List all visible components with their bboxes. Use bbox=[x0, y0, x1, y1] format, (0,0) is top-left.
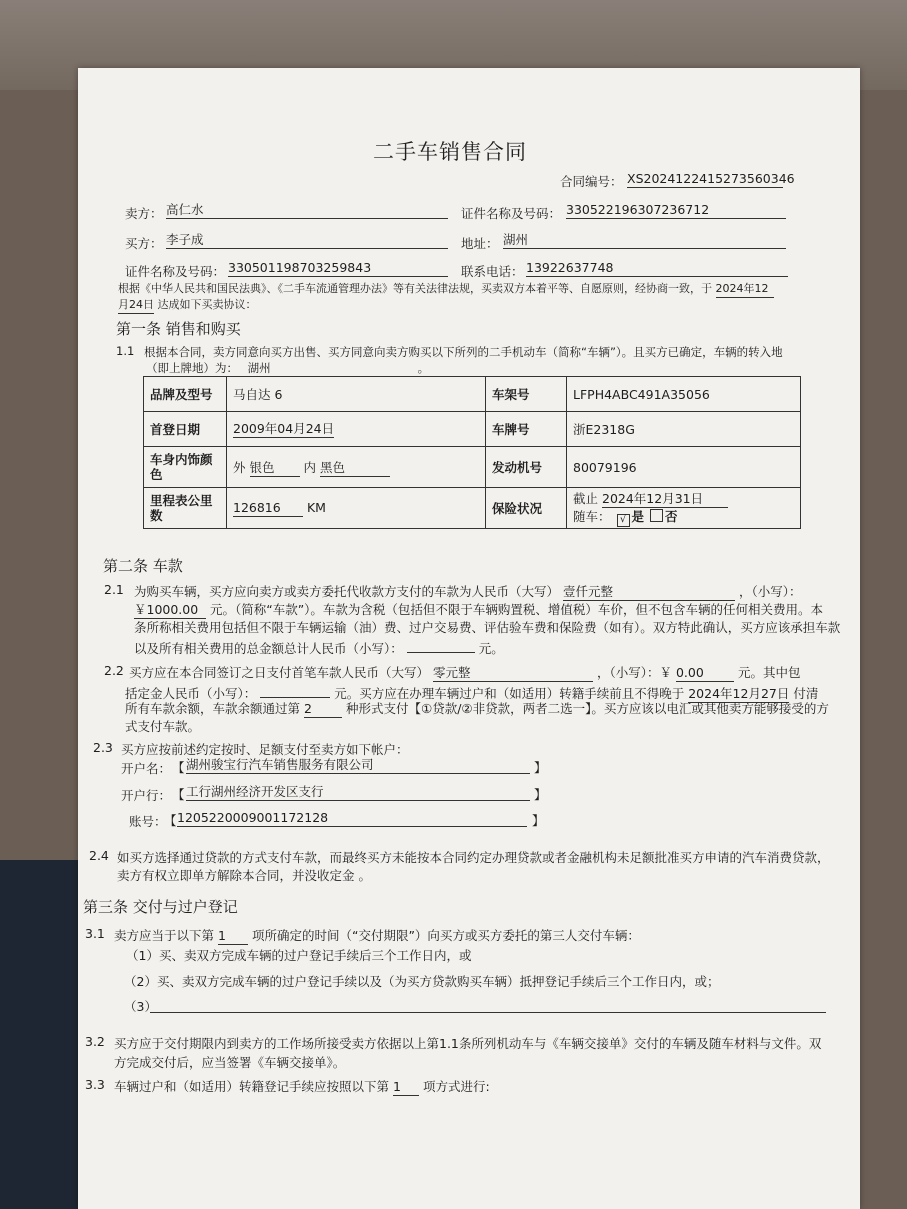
buyer-label: 买方： bbox=[125, 236, 163, 251]
engine-label: 发动机号 bbox=[486, 447, 567, 488]
odometer-label-line-1: 里程表公里 bbox=[150, 493, 213, 508]
clause-2-1-line-3: 条所称相关费用包括但不限于车辆运输（油）费、过户交易费、评估验车费和保险费（如有）。双方特此确认，买方应该承担车款 bbox=[134, 620, 841, 635]
clause-2-1-text: 为购买车辆，买方应向卖方或卖方委托代收款方支付的车款为人民币（大写） bbox=[134, 584, 560, 599]
buyer-address-label: 地址： bbox=[461, 236, 499, 251]
clause-2-2-line-3 bbox=[125, 699, 829, 718]
account-name-label: 开户名： bbox=[121, 761, 172, 776]
account-number-rbracket: 】 bbox=[532, 813, 545, 828]
table-row bbox=[144, 412, 801, 447]
buyer-id-value: 330501198703259843 bbox=[228, 260, 448, 277]
clause-3-2-line-1: 买方应于交付期限内到卖方的工作场所接受卖方依据以上第1.1条所列机动车与《车辆交接单》交付的车辆及随车材料与文件。双 bbox=[114, 1036, 822, 1051]
payment-method-number: 2 bbox=[304, 701, 342, 718]
odometer-value: 126816 bbox=[233, 500, 303, 517]
table-row bbox=[144, 488, 801, 529]
inner-color: 黑色 bbox=[320, 460, 390, 477]
clause-1-1-num: 1.1 bbox=[116, 344, 135, 358]
odometer-label-line-2: 数 bbox=[150, 508, 163, 523]
account-bank-lbracket: 【 bbox=[172, 787, 185, 802]
page-title: 二手车销售合同 bbox=[373, 140, 527, 164]
balance-deadline: 2024年12月27日 bbox=[688, 686, 790, 701]
engine-value: 80079196 bbox=[567, 447, 801, 488]
color-label bbox=[144, 447, 227, 488]
contract-no-value: XS2024122415273560346 bbox=[627, 171, 795, 186]
clause-3-1-num: 3.1 bbox=[85, 926, 105, 941]
reg-date-value: 2009年04月24日 bbox=[233, 420, 335, 436]
clause-2-2-text-b: ，（小写）：￥ bbox=[596, 665, 672, 680]
seller-id-label: 证件名称及号码： bbox=[461, 206, 562, 221]
odometer-cell bbox=[227, 488, 486, 529]
clause-3-1-text: 卖方应当于以下第 bbox=[114, 928, 215, 943]
clause-2-2-text-e: 元。买方应在办理车辆过户和（如适用）转籍手续前且不得晚于 bbox=[334, 686, 685, 701]
delivery-option-number: 1 bbox=[218, 928, 248, 945]
delivery-option-1: （1）买、卖双方完成车辆的过户登记手续后三个工作日内，或 bbox=[126, 948, 472, 963]
clause-1-1-line-2: （即上牌地）为： 湖州 。 bbox=[146, 361, 430, 375]
seller-name: 高仁水 bbox=[166, 202, 448, 219]
clause-3-1-text-b: 项所确定的时间（“交付期限”）向买方或买方委托的第三人交付车辆： bbox=[251, 928, 640, 943]
odometer-label bbox=[144, 488, 227, 529]
article-2-heading: 第二条 车款 bbox=[103, 557, 183, 575]
clause-2-2-text: 买方应在本合同签订之日支付首笔车款人民币（大写） bbox=[129, 665, 430, 680]
contract-no-label: 合同编号： bbox=[560, 174, 623, 189]
buyer-phone-label: 联系电话： bbox=[461, 264, 524, 279]
clause-3-1-line-1 bbox=[114, 926, 640, 945]
odometer-unit: KM bbox=[306, 499, 326, 515]
account-bank-label: 开户行： bbox=[121, 788, 172, 803]
clause-2-2-text-c: 元。其中包 bbox=[737, 665, 801, 680]
checkbox-yes[interactable]: √ bbox=[617, 514, 630, 527]
buyer-id-label: 证件名称及号码： bbox=[125, 264, 226, 279]
clause-3-2-num: 3.2 bbox=[85, 1034, 105, 1049]
clause-2-2-text-d: 括定金人民币（小写）： bbox=[125, 686, 257, 701]
first-payment-lowercase: 0.00 bbox=[676, 665, 734, 682]
table-row bbox=[144, 377, 801, 412]
clause-1-1-text: （即上牌地）为： bbox=[146, 361, 238, 375]
intro-date-part2: 月24日 bbox=[118, 297, 154, 314]
clause-2-1-text-d: 以及所有相关费用的总金额总计人民币（小写）： bbox=[134, 641, 403, 656]
insurance-cell bbox=[567, 488, 801, 529]
clause-2-3-line-1: 买方应按前述约定按时、足额支付至卖方如下帐户： bbox=[121, 742, 409, 757]
clause-2-1-text-c: 元。（简称“车款”）。车款为含税（包括但不限于车辆购置税、增值税）车价，但不包含车辆的任何相关费用。本 bbox=[209, 602, 823, 617]
deposit-blank bbox=[260, 681, 330, 698]
account-bank-rbracket: 】 bbox=[534, 787, 547, 802]
delivery-option-2: （2）买、卖双方完成车辆的过户登记手续以及（为买方贷款购买车辆）抵押登记手续后三个工作日内，或； bbox=[124, 974, 720, 989]
clause-2-2-line-4: 式支付车款。 bbox=[125, 719, 201, 734]
color-label-line-2: 色 bbox=[150, 467, 163, 482]
insurance-transfer-label: 随车： bbox=[573, 508, 611, 524]
clause-2-1-text-b: ，（小写）： bbox=[738, 584, 802, 599]
price-uppercase: 壹仟元整 bbox=[563, 584, 735, 601]
clause-2-2-num: 2.2 bbox=[104, 663, 124, 678]
buyer-address: 湖州 bbox=[503, 232, 786, 249]
plate-value: 浙E2318G bbox=[567, 412, 801, 447]
buyer-name: 李子成 bbox=[166, 232, 448, 249]
insurance-deadline: 2024年12月31日 bbox=[602, 491, 728, 508]
clause-3-3-num: 3.3 bbox=[85, 1077, 105, 1092]
clause-2-1-line-1 bbox=[134, 582, 802, 601]
vin-value: LFPH4ABC491A35056 bbox=[567, 377, 801, 412]
reg-date-label: 首登日期 bbox=[144, 412, 227, 447]
clause-2-2-text-f: 付清 bbox=[793, 686, 819, 701]
clause-2-2-text-g: 所有车款余额，车款余额通过第 bbox=[125, 701, 301, 716]
first-payment-uppercase: 零元整 bbox=[433, 665, 593, 682]
transfer-location: 湖州 bbox=[242, 360, 418, 377]
clause-2-2-text-h: 种形式支付【①贷款/②非贷款，两者二选一】。买方应该以电汇或其他卖方能够接受的方 bbox=[345, 701, 829, 716]
intro-line-2 bbox=[118, 296, 257, 314]
clause-3-3-text: 车辆过户和（如适用）转籍登记手续应按照以下第 bbox=[114, 1079, 390, 1094]
price-lowercase: ￥1000.00 bbox=[134, 602, 206, 619]
checkbox-no[interactable] bbox=[650, 509, 663, 522]
clause-2-4-line-2: 卖方有权立即单方解除本合同，并没收定金 。 bbox=[117, 868, 371, 883]
clause-1-1-line-1: 根据本合同，卖方同意向买方出售、买方同意向卖方购买以下所列的二手机动车（简称“车辆”）。且买方已确定，车辆的转入地 bbox=[144, 345, 783, 359]
option-no: 否 bbox=[665, 508, 678, 524]
seller-label: 卖方： bbox=[125, 206, 163, 221]
intro-text-rest: 达成如下买卖协议： bbox=[157, 298, 257, 311]
inner-color-label: 内 bbox=[303, 459, 316, 475]
clause-2-1-line-2 bbox=[134, 600, 823, 619]
clause-2-1-text-e: 元。 bbox=[478, 641, 504, 656]
delivery-option-3-blank bbox=[150, 1012, 826, 1013]
delivery-option-3: （3） bbox=[124, 999, 157, 1014]
outer-color-label: 外 bbox=[233, 459, 246, 475]
clause-2-4-num: 2.4 bbox=[89, 848, 109, 863]
vehicle-table bbox=[143, 376, 801, 529]
total-amount-blank bbox=[407, 636, 475, 653]
brand-value: 马自达 6 bbox=[227, 377, 486, 412]
insurance-label: 保险状况 bbox=[486, 488, 567, 529]
account-number-label: 账号： bbox=[129, 814, 167, 829]
option-yes: 是 bbox=[631, 508, 645, 524]
intro-text: 根据《中华人民共和国民法典》、《二手车流通管理办法》等有关法律法规，买卖双方本着平等、自愿原则，经协商一致，于 bbox=[118, 282, 712, 295]
intro-date-part1: 2024年12 bbox=[716, 281, 774, 298]
clause-2-2-line-1 bbox=[129, 663, 800, 682]
clause-2-1-line-4 bbox=[134, 636, 504, 657]
account-name-rbracket: 】 bbox=[534, 760, 547, 775]
plate-label: 车牌号 bbox=[486, 412, 567, 447]
clause-3-3-text-b: 项方式进行: bbox=[422, 1079, 490, 1094]
vin-label: 车架号 bbox=[486, 377, 567, 412]
article-3-heading: 第三条 交付与过户登记 bbox=[83, 898, 238, 916]
table-row bbox=[144, 447, 801, 488]
clause-3-2-line-2: 方完成交付后，应当签署《车辆交接单》。 bbox=[114, 1055, 346, 1070]
outer-color: 银色 bbox=[250, 460, 300, 477]
clause-2-1-num: 2.1 bbox=[104, 582, 124, 597]
account-number: 1205220009001172128 bbox=[177, 810, 527, 827]
article-1-heading: 第一条 销售和购买 bbox=[116, 320, 241, 338]
account-name: 湖州骏宝行汽车销售服务有限公司 bbox=[186, 757, 530, 774]
color-cell bbox=[227, 447, 486, 488]
account-number-lbracket: 【 bbox=[164, 813, 177, 828]
clause-2-3-num: 2.3 bbox=[93, 740, 113, 755]
reg-date-cell bbox=[227, 412, 486, 447]
transfer-option-number: 1 bbox=[393, 1079, 419, 1096]
brand-label: 品牌及型号 bbox=[144, 377, 227, 412]
clause-3-3-line-1 bbox=[114, 1077, 490, 1096]
clause-2-4-line-1: 如买方选择通过贷款的方式支付车款，而最终买方未能按本合同约定办理贷款或者金融机构未足额批准买方申请的汽车消费贷款， bbox=[117, 850, 830, 865]
account-bank: 工行湖州经济开发区支行 bbox=[186, 784, 530, 801]
seller-id-value: 330522196307236712 bbox=[566, 202, 786, 219]
account-name-lbracket: 【 bbox=[172, 760, 185, 775]
color-label-line-1: 车身内饰颜 bbox=[150, 452, 213, 467]
buyer-phone: 13922637748 bbox=[526, 260, 788, 277]
insurance-deadline-label: 截止 bbox=[573, 490, 599, 506]
